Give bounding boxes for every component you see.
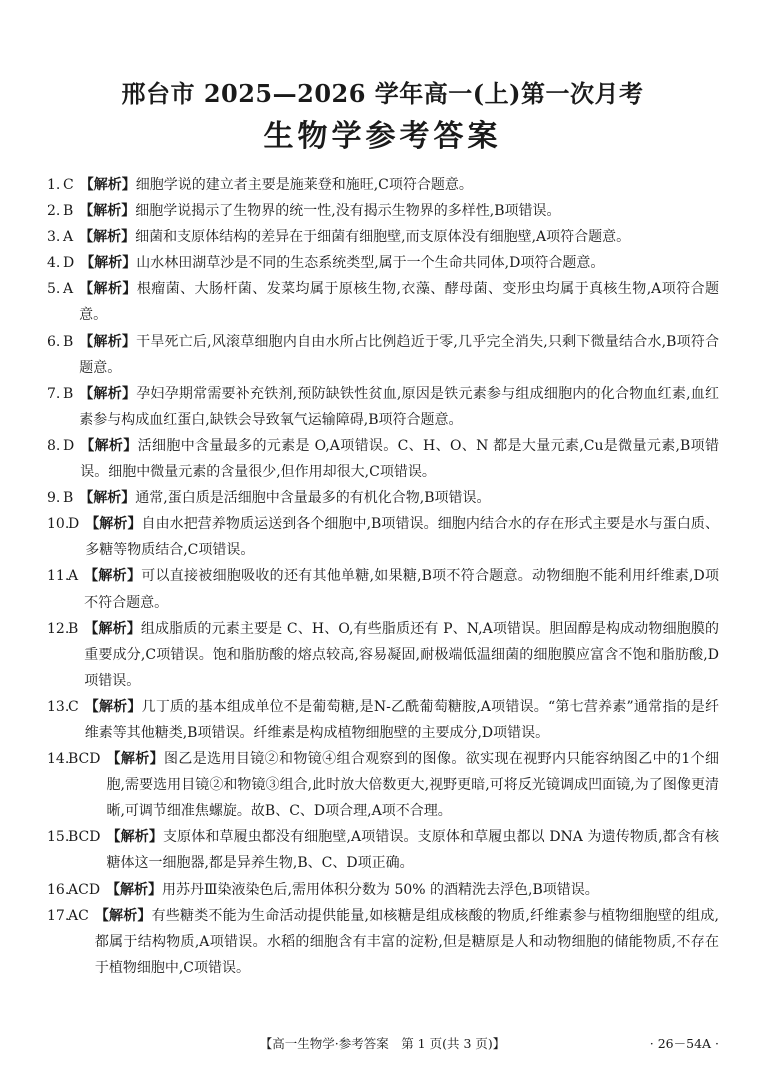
answer-item	[47, 198, 719, 224]
analysis-tag: 【解析】	[79, 229, 136, 246]
question-number: 15.	[47, 829, 70, 846]
explanation	[80, 172, 719, 198]
analysis-tag: 【解析】	[94, 907, 152, 924]
question-number: 4.	[47, 255, 61, 272]
question-number: 8.	[47, 437, 61, 454]
explanation	[106, 877, 719, 903]
explanation	[79, 198, 719, 224]
explanation-text: 活细胞中含量最多的元素是 O,A项错误。C、H、O、N 都是大量元素,Cu是微量元素,B项错误。细胞中微量元素的含量很少,但作用却很大,C项错误。	[80, 437, 719, 481]
exam-title: 邢台市 2025—2026 学年高一(上)第一次月考	[121, 79, 644, 108]
explanation-text: 图乙是选用目镜②和物镜④组合观察到的图像。欲实现在视野内只能容纳图乙中的1个细胞,需要选用目镜②和物镜③组合,此时放大倍数更大,视野更暗,可将反光镜调成凹面镜,为了图像更清晰,可调节细准焦螺旋。故B、C、D项合理,A项不合理。	[106, 751, 720, 820]
analysis-tag: 【解析】	[84, 620, 141, 637]
explanation-text: 根瘤菌、大肠杆菌、发菜均属于原核生物,衣藻、酵母菌、变形虫均属于真核生物,A项符合题意。	[79, 281, 719, 324]
answer-item	[47, 694, 719, 746]
explanation	[84, 563, 719, 615]
answer-choice: B	[63, 333, 74, 350]
question-number: 2.	[47, 203, 61, 220]
answer-heading: 生物学参考答案	[263, 119, 502, 154]
answer-choice: C	[68, 698, 79, 715]
explanation-text: 组成脂质的元素主要是 C、H、O,有些脂质还有 P、N,A项错误。胆固醇是构成动物细胞膜的重要成分,C项错误。饱和脂肪酸的熔点较高,容易凝固,耐极端低温细菌的细胞膜应富含不饱和脂肪酸,D项错误。	[84, 620, 720, 689]
analysis-tag: 【解析】	[79, 203, 136, 220]
answer-item	[47, 329, 719, 381]
question-number: 13.	[47, 698, 70, 715]
question-number: 6.	[47, 333, 61, 350]
explanation	[95, 903, 719, 981]
answer-item	[47, 433, 719, 485]
answer-item	[47, 381, 719, 433]
explanation	[106, 824, 719, 876]
answer-choice: A	[63, 229, 74, 246]
answer-item	[47, 172, 719, 198]
explanation	[79, 381, 719, 433]
explanation-text: 有些糖类不能为生命活动提供能量,如核糖是组成核酸的物质,纤维素参与植物细胞壁的组成,都属于结构物质,A项错误。水稻的细胞含有丰富的淀粉,但是糖原是人和动物细胞的储能物质,不存在于植物细胞中,C项错误。	[94, 907, 720, 976]
analysis-tag: 【解析】	[84, 568, 142, 585]
answer-item	[47, 485, 719, 511]
paper-code: · 26－54A ·	[649, 1036, 719, 1051]
answer-item	[47, 250, 719, 276]
analysis-tag: 【解析】	[106, 881, 163, 898]
answer-item	[47, 616, 719, 694]
answer-choice: A	[68, 568, 79, 585]
answer-list	[47, 172, 719, 981]
analysis-tag: 【解析】	[80, 255, 137, 272]
question-number: 9.	[47, 490, 61, 507]
question-number: 7.	[47, 385, 61, 402]
explanation-text: 细菌和支原体结构的差异在于细菌有细胞壁,而支原体没有细胞壁,A项符合题意。	[135, 229, 631, 246]
analysis-tag: 【解析】	[79, 333, 137, 350]
explanation-text: 支原体和草履虫都没有细胞壁,A项错误。支原体和草履虫都以 DNA 为遗传物质,都含有核糖体这一细胞器,都是异养生物,B、C、D项正确。	[106, 829, 720, 872]
answer-choice: D	[63, 255, 75, 272]
answer-choice: BCD	[68, 829, 101, 846]
question-number: 14.	[47, 751, 70, 768]
page-footer: 【高一生物学·参考答案 第 1 页(共 3 页)】	[259, 1036, 506, 1051]
answer-choice: D	[68, 516, 80, 533]
answer-item	[47, 276, 719, 328]
explanation-text: 细胞学说的建立者主要是施莱登和施旺,C项符合题意。	[135, 177, 473, 193]
question-number: 12.	[47, 620, 70, 637]
explanation-text: 细胞学说揭示了生物界的统一性,没有揭示生物界的多样性,B项错误。	[135, 203, 561, 220]
answer-item	[47, 224, 719, 250]
explanation	[79, 485, 719, 511]
answer-choice: B	[63, 490, 74, 507]
answer-choice: B	[63, 385, 74, 402]
explanation	[79, 329, 719, 381]
analysis-tag: 【解析】	[106, 751, 164, 768]
explanation	[85, 694, 719, 746]
explanation	[84, 616, 719, 694]
answer-item	[47, 746, 719, 824]
explanation	[80, 433, 719, 485]
answer-choice: C	[63, 177, 74, 193]
explanation	[80, 250, 719, 276]
explanation	[106, 746, 719, 824]
answer-item	[47, 563, 719, 615]
explanation-text: 几丁质的基本组成单位不是葡萄糖,是N-乙酰葡萄糖胺,A项错误。“第七营养素”通常指的是纤维素等其他糖类,B项错误。纤维素是构成植物细胞壁的主要成分,D项错误。	[84, 698, 719, 741]
analysis-tag: 【解析】	[79, 281, 137, 298]
answer-item	[47, 903, 719, 981]
explanation-text: 孕妇孕期常需要补充铁剂,预防缺铁性贫血,原因是铁元素参与组成细胞内的化合物血红素,血红素参与构成血红蛋白,缺铁会导致氧气运输障碍,B项符合题意。	[79, 385, 719, 428]
explanation-text: 可以直接被细胞吸收的还有其他单糖,如果糖,B项不符合题意。动物细胞不能利用纤维素,D项不符合题意。	[84, 568, 719, 611]
question-number: 10.	[47, 516, 70, 533]
question-number: 3.	[47, 229, 61, 246]
answer-choice: B	[68, 620, 79, 637]
analysis-tag: 【解析】	[79, 385, 137, 402]
explanation-text: 山水林田湖草沙是不同的生态系统类型,属于一个生命共同体,D项符合题意。	[136, 255, 605, 272]
explanation	[79, 276, 719, 328]
analysis-tag: 【解析】	[79, 177, 136, 193]
analysis-tag: 【解析】	[85, 516, 142, 533]
answer-item	[47, 824, 719, 876]
analysis-tag: 【解析】	[79, 490, 136, 507]
explanation-text: 通常,蛋白质是活细胞中含量最多的有机化合物,B项错误。	[135, 490, 491, 507]
answer-choice: A	[63, 281, 74, 298]
answer-choice: ACD	[68, 881, 101, 898]
answer-choice: D	[63, 437, 75, 454]
question-number: 17.	[47, 907, 70, 924]
explanation	[85, 511, 719, 563]
answer-item	[47, 877, 719, 903]
answer-choice: B	[63, 203, 74, 220]
explanation-text: 干旱死亡后,风滚草细胞内自由水所占比例趋近于零,几乎完全消失,只剩下微量结合水,B项符合题意。	[79, 333, 720, 376]
analysis-tag: 【解析】	[84, 698, 142, 715]
explanation-text: 自由水把营养物质运送到各个细胞中,B项错误。细胞内结合水的存在形式主要是水与蛋白质、多糖等物质结合,C项错误。	[85, 516, 719, 559]
answer-item	[47, 511, 719, 563]
question-number: 11.	[47, 568, 70, 585]
analysis-tag: 【解析】	[80, 437, 138, 454]
question-number: 16.	[47, 881, 70, 898]
answer-choice: AC	[68, 907, 89, 924]
explanation-text: 用苏丹Ⅲ染液染色后,需用体积分数为 50% 的酒精洗去浮色,B项错误。	[162, 881, 599, 898]
answer-choice: BCD	[68, 751, 101, 768]
question-number: 1.	[47, 177, 61, 193]
explanation	[79, 224, 719, 250]
analysis-tag: 【解析】	[106, 829, 163, 846]
question-number: 5.	[47, 281, 61, 298]
